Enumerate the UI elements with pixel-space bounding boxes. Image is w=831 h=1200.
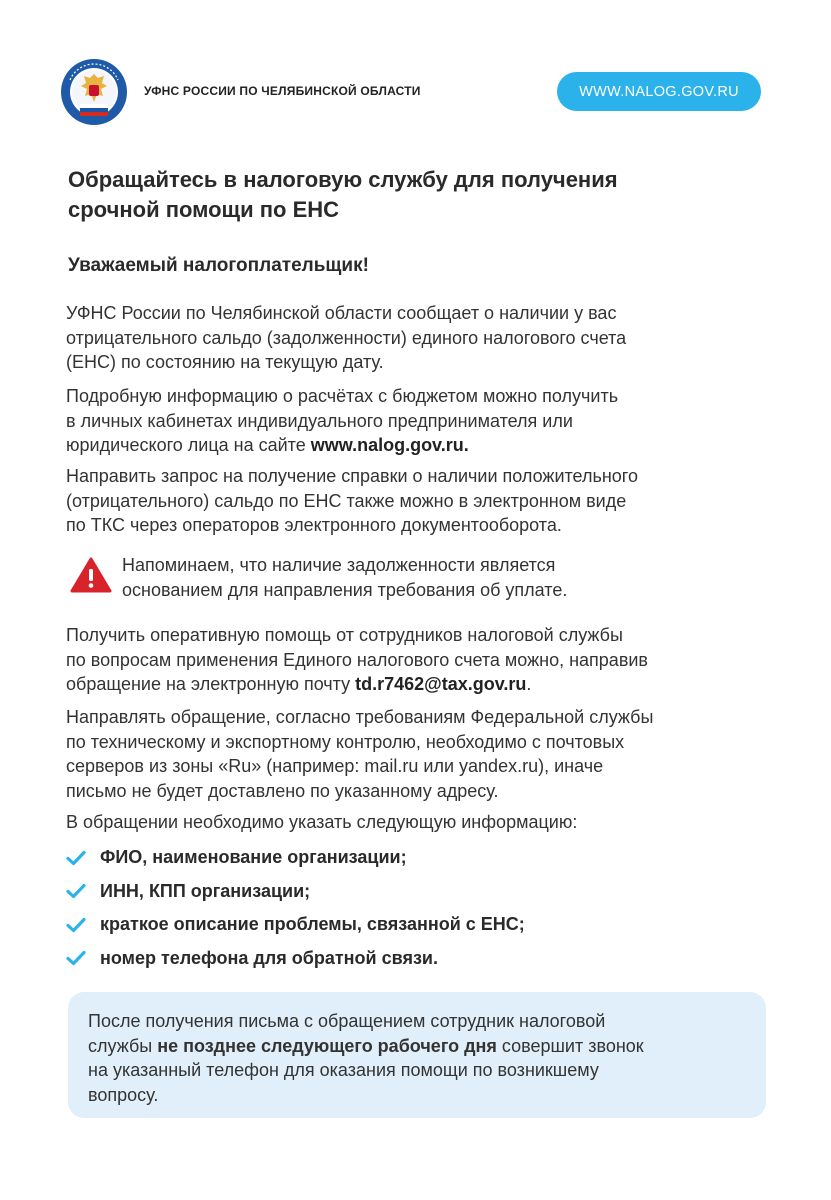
text-line: письмо не будет доставлено по указанному адресу. [66,780,499,801]
list-item-text: номер телефона для обратной связи. [100,947,438,968]
text-line: по вопросам применения Единого налогового счета можно, направив [66,649,648,670]
checkmark-icon [66,917,86,933]
list-item [66,875,525,909]
text-line: вопросу. [88,1084,159,1105]
checkmark-icon [66,850,86,866]
text-line: отрицательного сальдо (задолженности) единого налогового счета [66,327,627,348]
list-item-text: ИНН, КПП организации; [100,880,311,901]
warning-triangle-icon [70,557,112,593]
text-fragment: юридического лица на сайте [66,435,311,455]
text-fragment: . [526,674,532,694]
list-item [66,908,525,942]
text-line [66,672,786,697]
site-link-button[interactable]: WWW.NALOG.GOV.RU [557,72,761,111]
required-info-list [66,841,525,975]
text-line: серверов из зоны «Ru» (например: mail.ru или yandex.ru), иначе [66,756,604,776]
text-emphasis: не позднее следующего рабочего дня [157,1035,497,1056]
page-title [68,165,768,225]
text-fragment: обращение на электронную почту [66,674,356,694]
text-line: В обращении необходимо указать следующую информацию: [66,812,578,832]
text-line: основанием для направления требования об уплате. [122,579,568,600]
email-link[interactable]: td.r7462@tax.gov.ru [355,674,527,694]
list-item [66,841,525,875]
paragraph-email-help [66,623,786,697]
text-fragment: совершит звонок [496,1035,644,1056]
text-line: по техническому и экспортному контролю, необходимо с почтовых [66,731,625,752]
list-item-text: краткое описание проблемы, связанной с ЕНС; [100,914,525,935]
text-line: по ТКС через операторов электронного документооборота. [66,515,562,535]
warning-block [70,553,770,605]
text-line: Получить оперативную помощь от сотрудников налоговой службы [66,625,623,645]
text-fragment: службы [88,1035,158,1056]
fns-emblem-icon [60,58,128,126]
callback-note-box [68,992,766,1118]
text-line: в личных кабинетах индивидуального предпринимателя или [66,410,573,431]
paragraph-mail-servers [66,705,786,803]
callback-note-text [88,1009,644,1107]
text-line: (ЕНС) по состоянию на текущую дату. [66,352,384,372]
org-name: УФНС РОССИИ ПО ЧЕЛЯБИНСКОЙ ОБЛАСТИ [144,84,421,98]
text-line: на указанный телефон для оказания помощи по возникшему [88,1060,599,1080]
text-line: Направлять обращение, согласно требованиям Федеральной службы [66,707,654,727]
paragraph-required-info [66,810,786,835]
text-line [88,1034,644,1059]
paragraph-tks-request [66,464,786,538]
list-item [66,942,525,976]
text-line [66,433,786,458]
paragraph-debt-notice [66,301,786,375]
checkmark-icon [66,883,86,899]
list-item-text: ФИО, наименование организации; [100,847,407,868]
greeting: Уважаемый налогоплательщик! [68,255,369,276]
header [0,0,831,130]
text-line: Направить запрос на получение справки о наличии положительного [66,466,638,486]
checkmark-icon [66,950,86,966]
title-line: срочной помощи по ЕНС [68,197,340,222]
text-line: Напоминаем, что наличие задолженности является [122,555,556,575]
text-line: После получения письма с обращением сотрудник налоговой [88,1011,606,1031]
text-line: Подробную информацию о расчётах с бюджетом можно получить [66,386,619,406]
text-line: УФНС России по Челябинской области сообщает о наличии у вас [66,303,617,323]
text-line: (отрицательного) сальдо по ЕНС также можно в электронном виде [66,490,627,511]
paragraph-cabinet-info [66,384,786,458]
warning-text [122,553,567,602]
title-line: Обращайтесь в налоговую службу для получения [68,167,618,192]
site-link[interactable]: www.nalog.gov.ru. [310,435,469,455]
